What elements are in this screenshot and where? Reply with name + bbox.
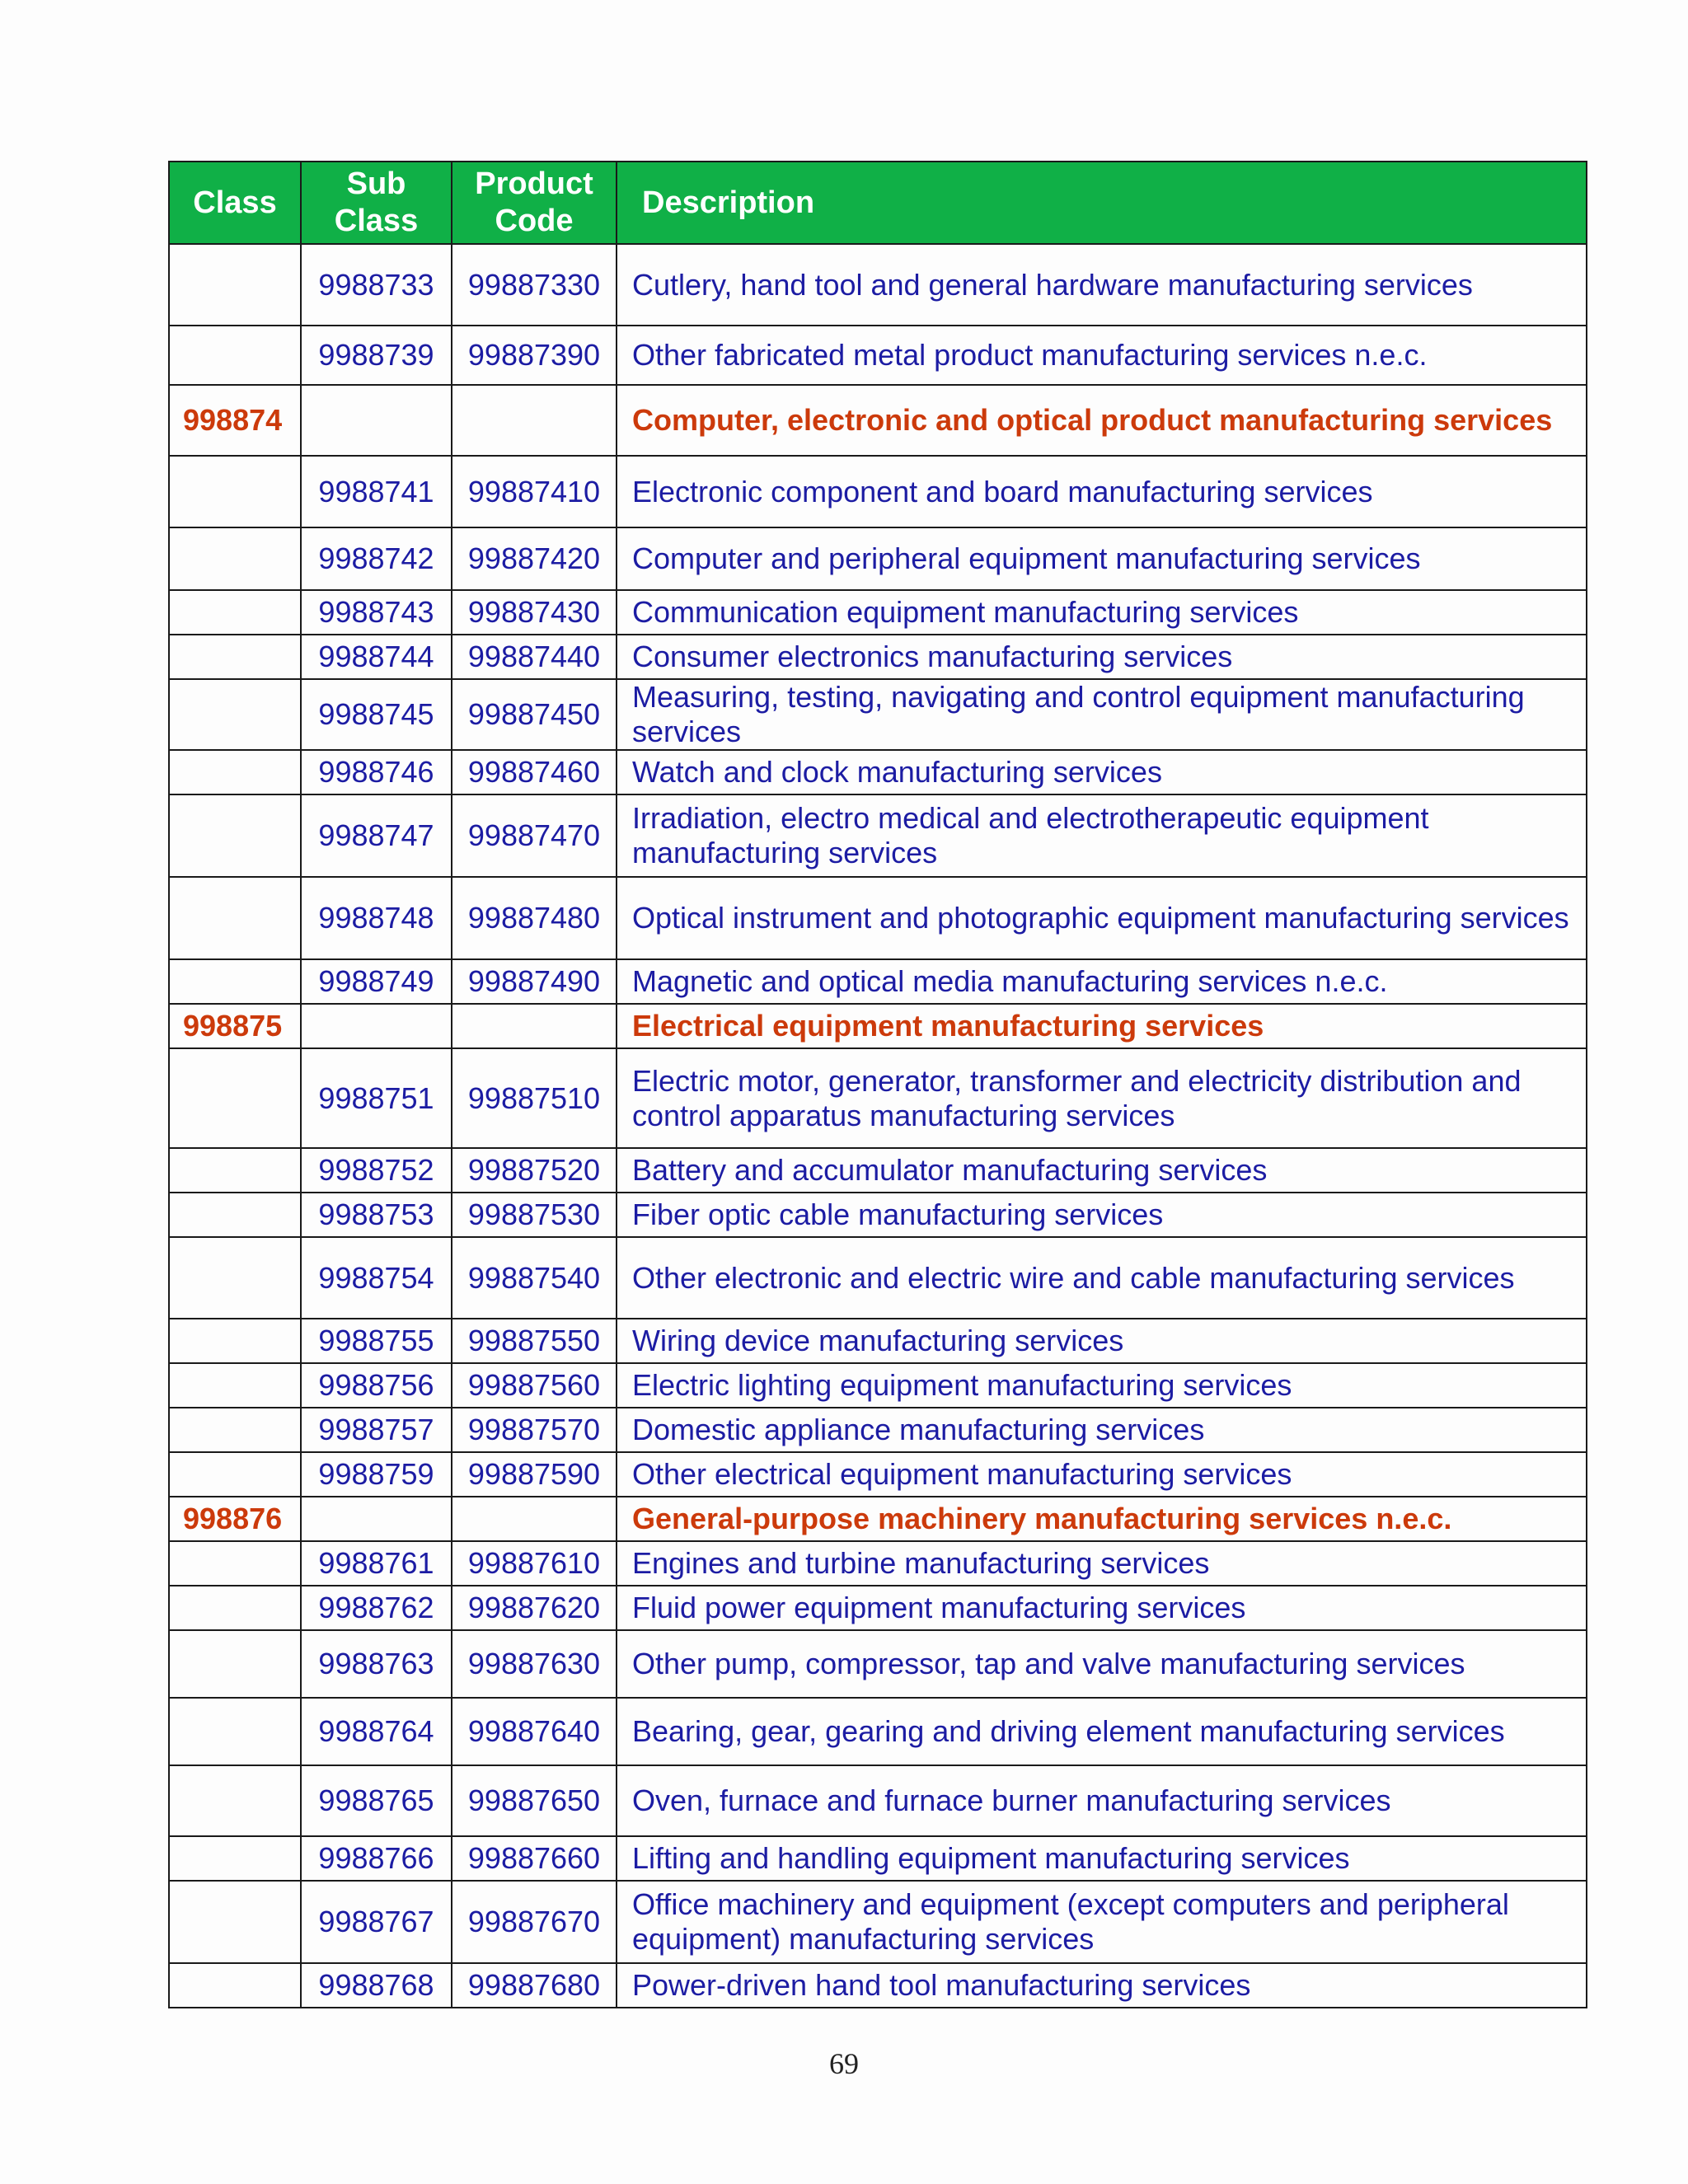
description-cell: Computer and peripheral equipment manufacturing services	[617, 527, 1587, 590]
class-cell	[169, 244, 301, 326]
table-row	[169, 1836, 1587, 1881]
class-cell	[169, 1541, 301, 1586]
class-row	[169, 1004, 1587, 1048]
sub-class-cell: 9988759	[301, 1452, 452, 1497]
product-code-cell: 99887610	[452, 1541, 617, 1586]
class-cell	[169, 456, 301, 527]
description-cell: Magnetic and optical media manufacturing services n.e.c.	[617, 959, 1587, 1004]
table-row	[169, 1319, 1587, 1363]
header-sub-class-line1: Sub	[346, 166, 406, 201]
sub-class-cell	[301, 1497, 452, 1541]
description-cell: General-purpose machinery manufacturing services n.e.c.	[617, 1497, 1587, 1541]
product-code-cell	[452, 1004, 617, 1048]
table-row	[169, 1963, 1587, 2008]
class-cell	[169, 1586, 301, 1630]
class-cell	[169, 635, 301, 679]
sub-class-cell: 9988739	[301, 326, 452, 385]
table-row	[169, 1541, 1587, 1586]
product-code-cell: 99887410	[452, 456, 617, 527]
table-row	[169, 1193, 1587, 1237]
product-code-cell: 99887450	[452, 679, 617, 750]
sub-class-cell: 9988753	[301, 1193, 452, 1237]
product-code-cell: 99887480	[452, 877, 617, 959]
table-row	[169, 794, 1587, 877]
table-row	[169, 326, 1587, 385]
header-product-code	[452, 162, 617, 244]
class-cell	[169, 959, 301, 1004]
sub-class-cell: 9988755	[301, 1319, 452, 1363]
description-cell: Consumer electronics manufacturing services	[617, 635, 1587, 679]
description-cell: Electronic component and board manufacturing services	[617, 456, 1587, 527]
description-cell: Electric lighting equipment manufacturing services	[617, 1363, 1587, 1408]
table-row	[169, 750, 1587, 794]
sub-class-cell: 9988768	[301, 1963, 452, 2008]
class-cell	[169, 527, 301, 590]
product-code-cell: 99887440	[452, 635, 617, 679]
product-code-cell	[452, 1497, 617, 1541]
description-cell: Cutlery, hand tool and general hardware manufacturing services	[617, 244, 1587, 326]
table-header-row	[169, 162, 1587, 244]
header-product-code-line2: Code	[495, 204, 574, 238]
table-row	[169, 679, 1587, 750]
class-cell	[169, 750, 301, 794]
product-code-cell: 99887670	[452, 1881, 617, 1963]
sub-class-cell: 9988741	[301, 456, 452, 527]
description-cell: Other electronic and electric wire and cable manufacturing services	[617, 1237, 1587, 1319]
sub-class-cell: 9988766	[301, 1836, 452, 1881]
sub-class-cell: 9988757	[301, 1408, 452, 1452]
table-row	[169, 1765, 1587, 1836]
product-code-cell: 99887550	[452, 1319, 617, 1363]
description-cell: Communication equipment manufacturing services	[617, 590, 1587, 635]
product-code-cell: 99887530	[452, 1193, 617, 1237]
description-cell: Electric motor, generator, transformer and electricity distribution and control apparatus manufacturing services	[617, 1048, 1587, 1148]
sub-class-cell: 9988765	[301, 1765, 452, 1836]
description-cell: Engines and turbine manufacturing services	[617, 1541, 1587, 1586]
description-cell: Measuring, testing, navigating and control equipment manufacturing services	[617, 679, 1587, 750]
table-row	[169, 590, 1587, 635]
class-row	[169, 385, 1587, 456]
sub-class-cell: 9988748	[301, 877, 452, 959]
description-cell: Other fabricated metal product manufacturing services n.e.c.	[617, 326, 1587, 385]
product-code-cell: 99887520	[452, 1148, 617, 1193]
description-cell: Domestic appliance manufacturing services	[617, 1408, 1587, 1452]
product-code-cell: 99887630	[452, 1630, 617, 1698]
product-code-cell: 99887620	[452, 1586, 617, 1630]
product-code-cell: 99887490	[452, 959, 617, 1004]
sub-class-cell: 9988747	[301, 794, 452, 877]
product-code-cell: 99887330	[452, 244, 617, 326]
table-row	[169, 1148, 1587, 1193]
table-row	[169, 456, 1587, 527]
sub-class-cell: 9988733	[301, 244, 452, 326]
table-row	[169, 1630, 1587, 1698]
sub-class-cell: 9988744	[301, 635, 452, 679]
class-cell	[169, 1048, 301, 1148]
sub-class-cell	[301, 385, 452, 456]
class-cell	[169, 1408, 301, 1452]
product-code-cell: 99887510	[452, 1048, 617, 1148]
header-product-code-line1: Product	[475, 166, 593, 201]
class-cell	[169, 1698, 301, 1765]
product-code-cell: 99887680	[452, 1963, 617, 2008]
sub-class-cell: 9988743	[301, 590, 452, 635]
description-cell: Battery and accumulator manufacturing services	[617, 1148, 1587, 1193]
product-code-cell: 99887660	[452, 1836, 617, 1881]
product-code-cell: 99887650	[452, 1765, 617, 1836]
table-body	[169, 244, 1587, 2008]
class-cell	[169, 1193, 301, 1237]
class-cell	[169, 877, 301, 959]
class-row	[169, 1497, 1587, 1541]
description-cell: Fiber optic cable manufacturing services	[617, 1193, 1587, 1237]
sub-class-cell: 9988767	[301, 1881, 452, 1963]
class-cell	[169, 1319, 301, 1363]
sub-class-cell: 9988752	[301, 1148, 452, 1193]
description-cell: Irradiation, electro medical and electrotherapeutic equipment manufacturing services	[617, 794, 1587, 877]
product-code-cell: 99887540	[452, 1237, 617, 1319]
table-row	[169, 877, 1587, 959]
table-row	[169, 244, 1587, 326]
sub-class-cell	[301, 1004, 452, 1048]
product-code-cell: 99887390	[452, 326, 617, 385]
description-cell: Lifting and handling equipment manufacturing services	[617, 1836, 1587, 1881]
table-row	[169, 1363, 1587, 1408]
description-cell: Power-driven hand tool manufacturing services	[617, 1963, 1587, 2008]
product-code-cell: 99887640	[452, 1698, 617, 1765]
table-row	[169, 1698, 1587, 1765]
class-cell	[169, 1630, 301, 1698]
sub-class-cell: 9988762	[301, 1586, 452, 1630]
class-cell: 998874	[169, 385, 301, 456]
product-code-cell: 99887590	[452, 1452, 617, 1497]
table-row	[169, 1237, 1587, 1319]
sub-class-cell: 9988756	[301, 1363, 452, 1408]
sub-class-cell: 9988754	[301, 1237, 452, 1319]
table-row	[169, 1408, 1587, 1452]
service-code-table	[168, 161, 1587, 2008]
sub-class-cell: 9988763	[301, 1630, 452, 1698]
class-cell: 998875	[169, 1004, 301, 1048]
table-row	[169, 635, 1587, 679]
product-code-cell: 99887570	[452, 1408, 617, 1452]
sub-class-cell: 9988761	[301, 1541, 452, 1586]
product-code-cell: 99887460	[452, 750, 617, 794]
class-cell	[169, 1363, 301, 1408]
description-cell: Optical instrument and photographic equipment manufacturing services	[617, 877, 1587, 959]
header-description: Description	[617, 162, 1587, 244]
class-cell	[169, 1148, 301, 1193]
header-sub-class	[301, 162, 452, 244]
description-cell: Office machinery and equipment (except computers and peripheral equipment) manufacturing services	[617, 1881, 1587, 1963]
class-cell	[169, 1452, 301, 1497]
description-cell: Computer, electronic and optical product manufacturing services	[617, 385, 1587, 456]
description-cell: Oven, furnace and furnace burner manufacturing services	[617, 1765, 1587, 1836]
table-row	[169, 527, 1587, 590]
product-code-cell	[452, 385, 617, 456]
product-code-cell: 99887430	[452, 590, 617, 635]
description-cell: Bearing, gear, gearing and driving element manufacturing services	[617, 1698, 1587, 1765]
description-cell: Other electrical equipment manufacturing services	[617, 1452, 1587, 1497]
product-code-cell: 99887420	[452, 527, 617, 590]
class-cell	[169, 1881, 301, 1963]
header-class: Class	[169, 162, 301, 244]
product-code-cell: 99887470	[452, 794, 617, 877]
class-cell	[169, 1765, 301, 1836]
sub-class-cell: 9988746	[301, 750, 452, 794]
table-row	[169, 1048, 1587, 1148]
class-cell	[169, 326, 301, 385]
class-cell: 998876	[169, 1497, 301, 1541]
table-row	[169, 1881, 1587, 1963]
sub-class-cell: 9988745	[301, 679, 452, 750]
table-row	[169, 959, 1587, 1004]
sub-class-cell: 9988749	[301, 959, 452, 1004]
description-cell: Wiring device manufacturing services	[617, 1319, 1587, 1363]
sub-class-cell: 9988742	[301, 527, 452, 590]
class-cell	[169, 794, 301, 877]
class-cell	[169, 1237, 301, 1319]
header-sub-class-line2: Class	[334, 204, 419, 238]
description-cell: Watch and clock manufacturing services	[617, 750, 1587, 794]
class-cell	[169, 1963, 301, 2008]
class-cell	[169, 590, 301, 635]
class-cell	[169, 1836, 301, 1881]
description-cell: Other pump, compressor, tap and valve manufacturing services	[617, 1630, 1587, 1698]
sub-class-cell: 9988751	[301, 1048, 452, 1148]
description-cell: Fluid power equipment manufacturing services	[617, 1586, 1587, 1630]
table-row	[169, 1452, 1587, 1497]
product-code-cell: 99887560	[452, 1363, 617, 1408]
table-row	[169, 1586, 1587, 1630]
description-cell: Electrical equipment manufacturing services	[617, 1004, 1587, 1048]
class-cell	[169, 679, 301, 750]
page-number: 69	[829, 2047, 859, 2080]
sub-class-cell: 9988764	[301, 1698, 452, 1765]
